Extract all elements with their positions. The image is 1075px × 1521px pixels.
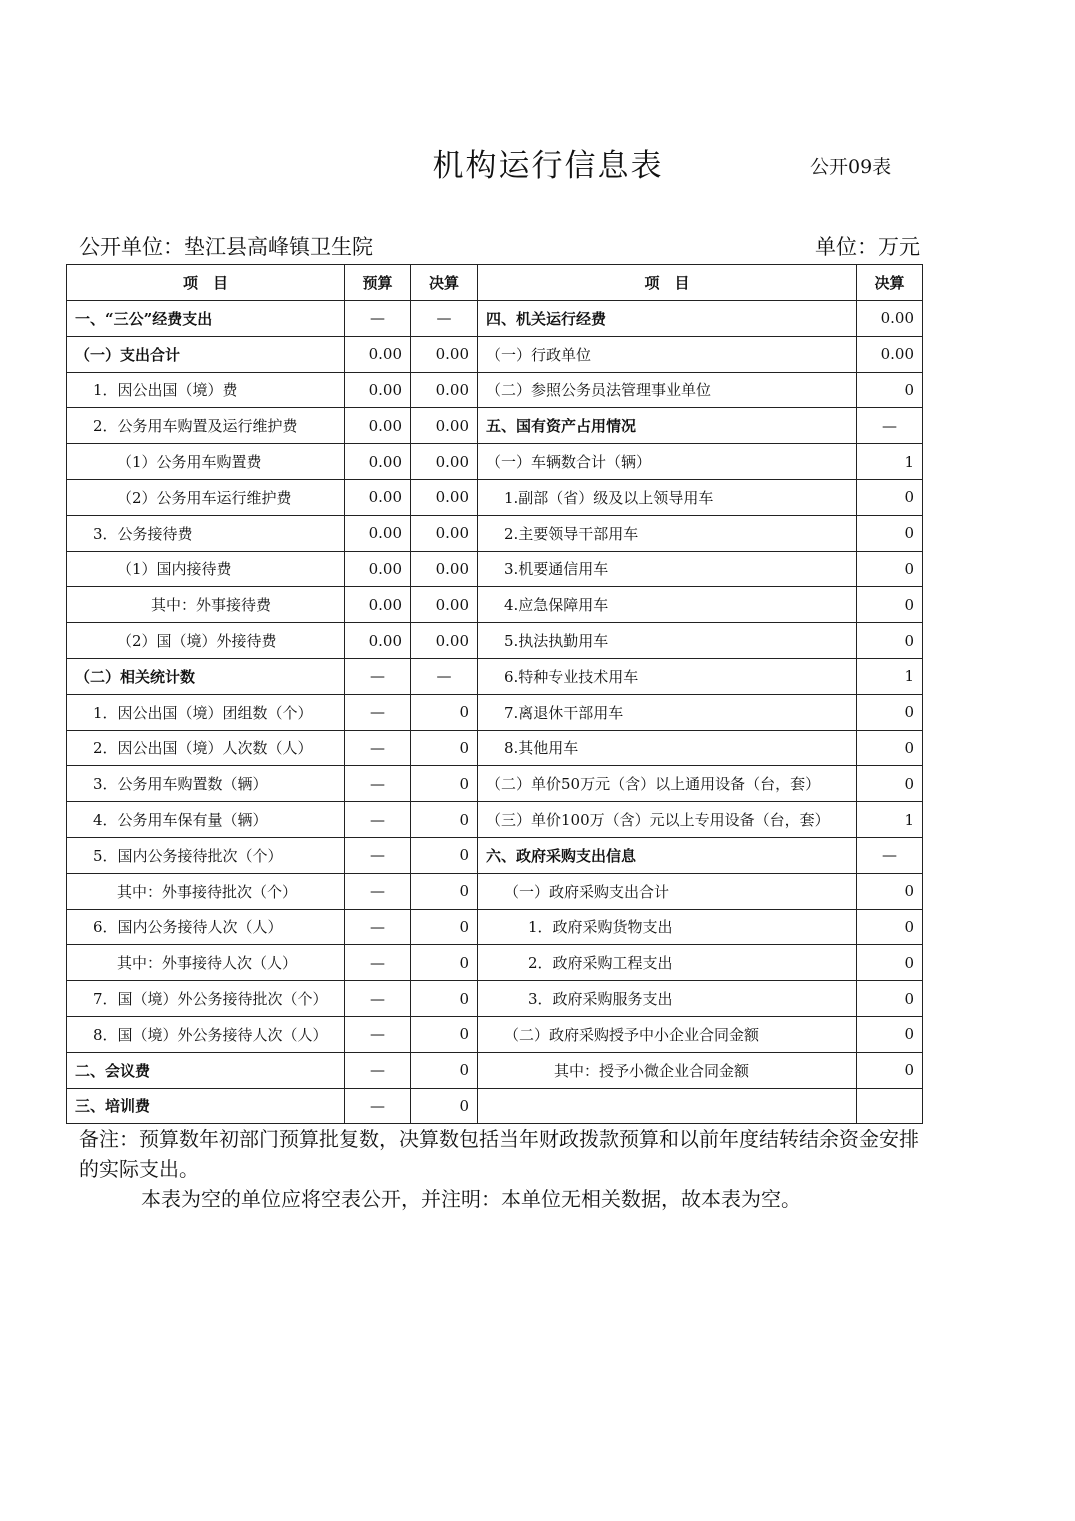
info-table bbox=[66, 264, 923, 1124]
row-final-right: 0 bbox=[857, 515, 923, 551]
row-item: 一、“三公”经费支出 bbox=[67, 301, 345, 337]
row-budget: — bbox=[345, 730, 411, 766]
row-final-right: 0 bbox=[857, 945, 923, 981]
row-item-right: （一）车辆数合计（辆） bbox=[478, 444, 857, 480]
table-row bbox=[67, 1088, 923, 1124]
row-budget: — bbox=[345, 1052, 411, 1088]
row-final: 0 bbox=[411, 945, 478, 981]
row-budget: — bbox=[345, 694, 411, 730]
col-budget: 预算 bbox=[345, 265, 411, 301]
row-item-right: 4.应急保障用车 bbox=[478, 587, 857, 623]
row-item: （2）公务用车运行维护费 bbox=[67, 479, 345, 515]
row-budget: — bbox=[345, 1016, 411, 1052]
note-remark: 备注：预算数年初部门预算批复数，决算数包括当年财政拨款预算和以前年度结转结余资金安排的实际支出。 bbox=[79, 1127, 919, 1181]
row-budget: 0.00 bbox=[345, 587, 411, 623]
table-row bbox=[67, 623, 923, 659]
row-final-right: 0 bbox=[857, 694, 923, 730]
row-item: 二、会议费 bbox=[67, 1052, 345, 1088]
row-final-right: 0 bbox=[857, 372, 923, 408]
row-final: 0 bbox=[411, 873, 478, 909]
row-item-right: 7.离退休干部用车 bbox=[478, 694, 857, 730]
row-item: 1．因公出国（境）费 bbox=[67, 372, 345, 408]
form-code: 公开09表 bbox=[810, 156, 892, 178]
row-final-right: 1 bbox=[857, 802, 923, 838]
row-final-right: 0 bbox=[857, 551, 923, 587]
table-row bbox=[67, 837, 923, 873]
row-item: 8．国（境）外公务接待人次（人） bbox=[67, 1016, 345, 1052]
row-final: 0 bbox=[411, 1088, 478, 1124]
note-empty-table: 本表为空的单位应将空表公开，并注明：本单位无相关数据，故本表为空。 bbox=[141, 1187, 801, 1211]
row-item: 3．公务接待费 bbox=[67, 515, 345, 551]
row-final-right: — bbox=[857, 837, 923, 873]
row-budget: 0.00 bbox=[345, 479, 411, 515]
row-item-right: 8.其他用车 bbox=[478, 730, 857, 766]
notes bbox=[79, 1124, 921, 1214]
row-final-right: 0 bbox=[857, 1052, 923, 1088]
row-item: （一）支出合计 bbox=[67, 336, 345, 372]
row-item-right: （二）参照公务员法管理事业单位 bbox=[478, 372, 857, 408]
table-row bbox=[67, 301, 923, 337]
table-row bbox=[67, 1052, 923, 1088]
row-item-right: 其中：授予小微企业合同金额 bbox=[478, 1052, 857, 1088]
row-item: （1）国内接待费 bbox=[67, 551, 345, 587]
row-item: 3．公务用车购置数（辆） bbox=[67, 766, 345, 802]
row-item-right: 1.副部（省）级及以上领导用车 bbox=[478, 479, 857, 515]
row-item-right: 2．政府采购工程支出 bbox=[478, 945, 857, 981]
row-final-right: 0 bbox=[857, 909, 923, 945]
table-row bbox=[67, 730, 923, 766]
row-final-right bbox=[857, 1088, 923, 1124]
row-final: 0 bbox=[411, 981, 478, 1017]
row-final-right: 0 bbox=[857, 1016, 923, 1052]
row-item-right: 2.主要领导干部用车 bbox=[478, 515, 857, 551]
row-item-right: 五、国有资产占用情况 bbox=[478, 408, 857, 444]
table-row bbox=[67, 766, 923, 802]
page-title: 机构运行信息表 bbox=[432, 148, 664, 184]
col-item-right: 项 目 bbox=[478, 265, 857, 301]
row-item: 6．国内公务接待人次（人） bbox=[67, 909, 345, 945]
row-final: 0 bbox=[411, 909, 478, 945]
table-row bbox=[67, 981, 923, 1017]
row-item: 7．国（境）外公务接待批次（个） bbox=[67, 981, 345, 1017]
row-final-right: 0 bbox=[857, 981, 923, 1017]
col-final-right: 决算 bbox=[857, 265, 923, 301]
row-final: 0.00 bbox=[411, 479, 478, 515]
row-final: 0 bbox=[411, 837, 478, 873]
row-final: 0 bbox=[411, 802, 478, 838]
row-budget: — bbox=[345, 1088, 411, 1124]
row-item: 其中：外事接待批次（个） bbox=[67, 873, 345, 909]
row-item-right: （二）单价50万元（含）以上通用设备（台，套） bbox=[478, 766, 857, 802]
row-item-right: 3．政府采购服务支出 bbox=[478, 981, 857, 1017]
row-final: 0.00 bbox=[411, 408, 478, 444]
row-item-right: 5.执法执勤用车 bbox=[478, 623, 857, 659]
row-final: 0 bbox=[411, 694, 478, 730]
table-row bbox=[67, 551, 923, 587]
row-budget: — bbox=[345, 873, 411, 909]
table-row bbox=[67, 802, 923, 838]
row-final-right: 1 bbox=[857, 444, 923, 480]
row-budget: — bbox=[345, 945, 411, 981]
table-row bbox=[67, 372, 923, 408]
row-item: 4．公务用车保有量（辆） bbox=[67, 802, 345, 838]
row-final: 0.00 bbox=[411, 551, 478, 587]
row-final-right: 0 bbox=[857, 873, 923, 909]
row-item: 三、培训费 bbox=[67, 1088, 345, 1124]
table-row bbox=[67, 658, 923, 694]
col-final-left: 决算 bbox=[411, 265, 478, 301]
row-item-right: 3.机要通信用车 bbox=[478, 551, 857, 587]
row-item-right: 六、政府采购支出信息 bbox=[478, 837, 857, 873]
table-row bbox=[67, 336, 923, 372]
row-final: — bbox=[411, 658, 478, 694]
row-item-right: 6.特种专业技术用车 bbox=[478, 658, 857, 694]
row-final: 0 bbox=[411, 1016, 478, 1052]
row-item: 其中：外事接待人次（人） bbox=[67, 945, 345, 981]
row-final-right: 0.00 bbox=[857, 301, 923, 337]
row-item: （2）国（境）外接待费 bbox=[67, 623, 345, 659]
row-item-right: （一）行政单位 bbox=[478, 336, 857, 372]
row-final-right: 1 bbox=[857, 658, 923, 694]
row-final: 0.00 bbox=[411, 336, 478, 372]
row-final: 0.00 bbox=[411, 444, 478, 480]
row-item: （1）公务用车购置费 bbox=[67, 444, 345, 480]
row-final: 0 bbox=[411, 1052, 478, 1088]
row-budget: 0.00 bbox=[345, 336, 411, 372]
row-item: 2．因公出国（境）人次数（人） bbox=[67, 730, 345, 766]
row-final: 0 bbox=[411, 730, 478, 766]
row-budget: 0.00 bbox=[345, 444, 411, 480]
row-final-right: 0 bbox=[857, 730, 923, 766]
row-budget: — bbox=[345, 658, 411, 694]
row-final-right: — bbox=[857, 408, 923, 444]
table-row bbox=[67, 408, 923, 444]
row-final: 0.00 bbox=[411, 515, 478, 551]
row-item-right: 1．政府采购货物支出 bbox=[478, 909, 857, 945]
row-final-right: 0.00 bbox=[857, 336, 923, 372]
row-final-right: 0 bbox=[857, 587, 923, 623]
row-item-right bbox=[478, 1088, 857, 1124]
row-budget: — bbox=[345, 837, 411, 873]
row-item: 2．公务用车购置及运行维护费 bbox=[67, 408, 345, 444]
row-final: 0.00 bbox=[411, 623, 478, 659]
row-final: 0.00 bbox=[411, 372, 478, 408]
row-item-right: 四、机关运行经费 bbox=[478, 301, 857, 337]
table-header bbox=[67, 265, 923, 301]
reporting-unit: 公开单位：垫江县高峰镇卫生院 bbox=[79, 235, 373, 259]
table-row bbox=[67, 873, 923, 909]
row-budget: 0.00 bbox=[345, 408, 411, 444]
row-final-right: 0 bbox=[857, 623, 923, 659]
table-row bbox=[67, 479, 923, 515]
row-budget: — bbox=[345, 301, 411, 337]
row-budget: 0.00 bbox=[345, 623, 411, 659]
row-final: 0.00 bbox=[411, 587, 478, 623]
table-row bbox=[67, 909, 923, 945]
col-item-left: 项 目 bbox=[67, 265, 345, 301]
row-budget: 0.00 bbox=[345, 551, 411, 587]
row-final: 0 bbox=[411, 766, 478, 802]
row-budget: — bbox=[345, 802, 411, 838]
row-budget: 0.00 bbox=[345, 515, 411, 551]
row-final-right: 0 bbox=[857, 766, 923, 802]
row-item-right: （一）政府采购支出合计 bbox=[478, 873, 857, 909]
row-budget: 0.00 bbox=[345, 372, 411, 408]
table-row bbox=[67, 694, 923, 730]
row-budget: — bbox=[345, 981, 411, 1017]
table-row bbox=[67, 587, 923, 623]
row-item-right: （三）单价100万（含）元以上专用设备（台，套） bbox=[478, 802, 857, 838]
table-row bbox=[67, 444, 923, 480]
row-item: 5．国内公务接待批次（个） bbox=[67, 837, 345, 873]
table-row bbox=[67, 515, 923, 551]
row-item-right: （二）政府采购授予中小企业合同金额 bbox=[478, 1016, 857, 1052]
table-row bbox=[67, 945, 923, 981]
table-row bbox=[67, 1016, 923, 1052]
row-budget: — bbox=[345, 909, 411, 945]
row-final: — bbox=[411, 301, 478, 337]
currency-unit: 单位：万元 bbox=[815, 235, 920, 259]
row-item: 1．因公出国（境）团组数（个） bbox=[67, 694, 345, 730]
row-final-right: 0 bbox=[857, 479, 923, 515]
row-budget: — bbox=[345, 766, 411, 802]
row-item: （二）相关统计数 bbox=[67, 658, 345, 694]
row-item: 其中：外事接待费 bbox=[67, 587, 345, 623]
